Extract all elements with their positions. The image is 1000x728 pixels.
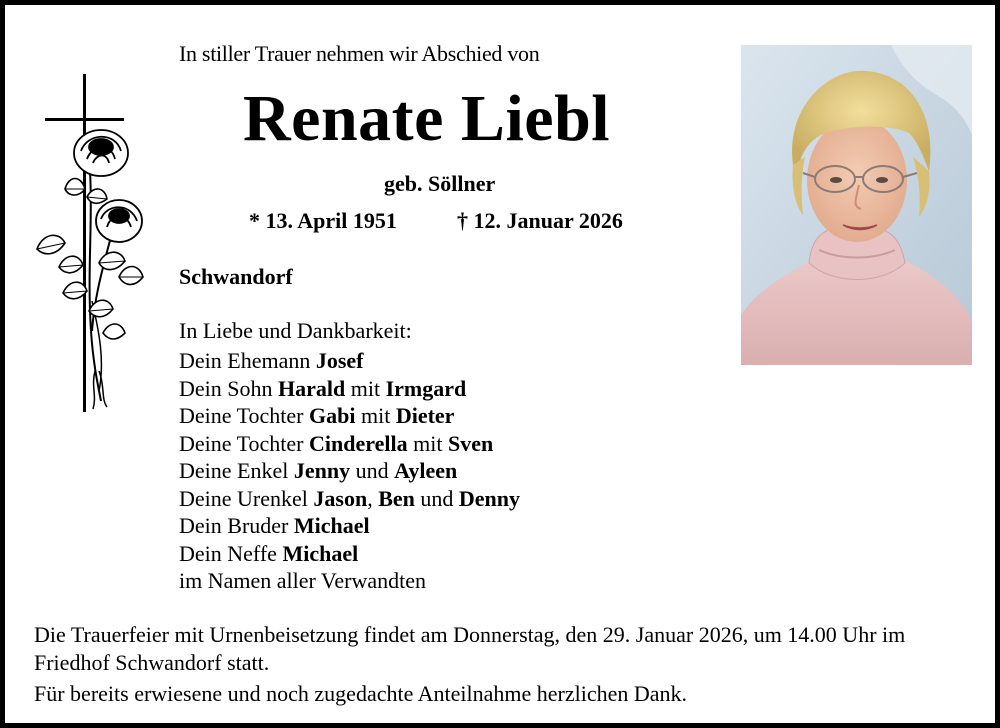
mourner-name: Jason: [313, 485, 368, 511]
mourners-list: [179, 347, 520, 595]
mourner-name: Denny: [458, 485, 520, 511]
mourner-name: Gabi: [309, 403, 356, 428]
mourner-name: Dieter: [395, 403, 455, 428]
mourner-name: Irmgard: [385, 375, 467, 401]
mourner-relation: mit: [345, 375, 386, 401]
ceremony-notice: Die Trauerfeier mit Urnenbeisetzung findet am Donnerstag, den 29. Januar 2026, um 14.00 Uhr im Friedhof Schwandorf statt.: [34, 622, 906, 675]
mourner-name: Josef: [315, 348, 364, 373]
thanks-heading: In Liebe und Dankbarkeit:: [179, 318, 412, 343]
mourner-relation: und: [414, 485, 459, 511]
mourner-relation: Deine Enkel: [179, 458, 294, 483]
mourner-relation: Deine Tochter: [179, 403, 310, 428]
mourner-name: Ayleen: [394, 458, 458, 483]
cross-with-roses-icon: [35, 71, 150, 416]
mourner-name: Jenny: [293, 458, 351, 483]
mourner-name: Cinderella: [309, 430, 408, 456]
portrait-photo: [741, 45, 972, 365]
mourner-line: [179, 540, 520, 568]
mourner-line: [179, 567, 520, 595]
death-date: † 12. Januar 2026: [457, 208, 623, 233]
mourner-line: [179, 430, 520, 458]
mourner-line: [179, 457, 520, 485]
mourner-relation: Dein Neffe: [179, 540, 283, 566]
mourner-relation: ,: [367, 485, 379, 511]
mourner-line: [179, 375, 520, 403]
mourner-relation: Deine Urenkel: [179, 485, 314, 511]
birth-date: * 13. April 1951: [249, 208, 397, 233]
mourner-name: Harald: [278, 375, 346, 401]
intro-line: In stiller Trauer nehmen wir Abschied von: [179, 41, 540, 66]
mourner-name: Sven: [447, 430, 494, 456]
mourner-name: Michael: [282, 540, 359, 566]
deceased-name: Renate Liebl: [243, 82, 611, 155]
birth-name: geb. Söllner: [384, 171, 496, 196]
mourner-line: [179, 347, 520, 375]
mourner-relation: Deine Tochter: [179, 430, 310, 456]
mourner-relation: Dein Bruder: [179, 513, 294, 538]
mourner-relation: mit: [407, 430, 448, 456]
mourner-relation: Dein Ehemann: [179, 348, 316, 373]
mourner-relation: und: [350, 458, 395, 483]
mourner-line: [179, 512, 520, 540]
mourner-relation: mit: [355, 403, 396, 428]
mourner-relation: im Namen aller Verwandten: [179, 568, 427, 593]
gratitude-line: Für bereits erwiesene und noch zugedachte Anteilnahme herzlichen Dank.: [34, 681, 688, 706]
residence-place: Schwandorf: [179, 264, 293, 289]
mourner-name: Ben: [378, 485, 415, 511]
mourner-line: [179, 402, 520, 430]
mourner-line: [179, 485, 520, 513]
mourner-relation: Dein Sohn: [179, 375, 278, 401]
mourner-name: Michael: [293, 513, 370, 538]
